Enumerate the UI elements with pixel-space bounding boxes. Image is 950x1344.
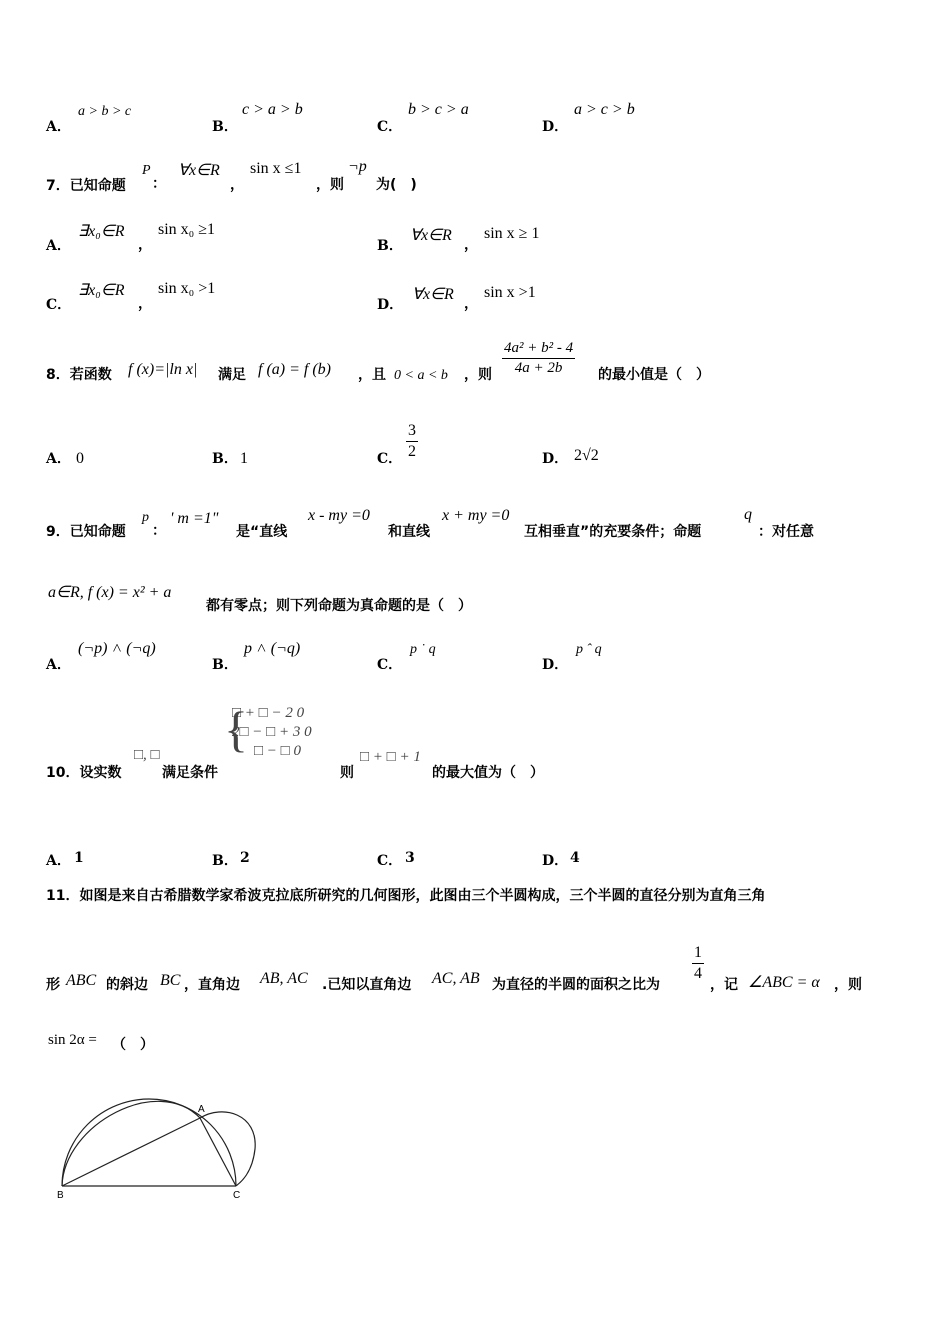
q9-line2-text: 都有零点；则下列命题为真命题的是（ ） — [206, 598, 472, 614]
q9-option-c-expr: p ˙ q — [410, 642, 436, 657]
q9-option-b-label: B． — [212, 657, 238, 673]
q10-objective: □ + □ + 1 — [360, 749, 421, 765]
q9-q: q — [744, 506, 752, 523]
q7-comma2: ，则 — [316, 177, 344, 193]
q7-forall: ∀x∈R — [178, 162, 220, 179]
q11-ask-expr: sin 2α = — [48, 1032, 97, 1048]
q6-option-c-expr: b > c > a — [408, 101, 469, 118]
q7-stem — [46, 158, 466, 194]
q7-option-a-ineq: sin x₀ ≥1 — [158, 221, 216, 238]
q11-stem-line1: 11．如图是来自古希腊数学家希波克拉底所研究的几何图形，此图由三个半圆构成，三个半圆的直径分别为直角三角 — [46, 888, 766, 904]
q7-option-c-ineq: sin x₀ >1 — [158, 280, 216, 297]
q7-option-b-ineq: sin x ≥ 1 — [484, 225, 540, 242]
q8-option-a-label: A． — [46, 451, 71, 467]
q11-text-a: 形 — [46, 977, 60, 993]
q10-option-a-label: A． — [46, 853, 71, 869]
q8-option-c-label: C． — [377, 451, 403, 467]
q9-text-4: ：对任意 — [758, 524, 814, 540]
semicircle-ab — [62, 1101, 200, 1186]
q10-text-1: 满足条件 — [162, 765, 218, 781]
q9-option-d-expr: p ˆ q — [576, 642, 602, 657]
q10-option-c-label: C． — [377, 853, 403, 869]
q6-options — [46, 100, 666, 140]
q11-abac: AB, AC — [260, 970, 308, 987]
q7-option-a-label: A． — [46, 238, 71, 254]
q7-option-c-sep: ， — [138, 296, 152, 312]
q7-option-b-label: B． — [377, 238, 403, 254]
q11-acab: AC, AB — [432, 970, 480, 987]
q9-stem-pre: 9．已知命题 — [46, 524, 126, 540]
q8-option-b-val: 1 — [240, 450, 248, 467]
q8-func: f (x)=|ln x| — [128, 361, 198, 378]
q10-constraint-3: □ − □ 0 — [254, 743, 301, 759]
q11-text-e: 为直径的半圆的面积之比为 — [492, 977, 660, 993]
q10-system-brace: { — [224, 701, 248, 757]
q6-option-a-label: A． — [46, 119, 71, 135]
q7-colon: ： — [152, 176, 166, 192]
q11-ask-tail: （ ） — [112, 1037, 154, 1053]
q7-option-b-sep: ， — [464, 237, 478, 253]
q10-system — [232, 704, 312, 761]
q8-mid2: ，且 — [358, 367, 386, 383]
figure-label-c: C — [233, 1190, 241, 1201]
q10-option-d-label: D． — [542, 853, 569, 869]
q7-options — [46, 218, 606, 318]
q9-options — [46, 636, 646, 676]
q8-mid1: 满足 — [218, 367, 246, 383]
q8-option-d-val: 2√2 — [574, 447, 599, 464]
q6-option-b-expr: c > a > b — [242, 101, 303, 118]
q10-option-d-val: 4 — [570, 850, 580, 866]
q10-stem-pre: 10．设实数 — [46, 765, 122, 781]
q9-m-eq-1: ' m =1" — [170, 510, 219, 527]
q10-stem — [46, 701, 606, 784]
q9-text-3: 互相垂直”的充要条件；命题 — [524, 524, 702, 540]
q7-option-d-sep: ， — [464, 296, 478, 312]
q11-text-g: ，则 — [834, 977, 862, 993]
q8-stem-pre: 8．若函数 — [46, 367, 112, 383]
q6-option-a-expr: a > b > c — [78, 104, 132, 119]
q9-option-b-expr: p ˄ (¬q) — [244, 640, 301, 657]
q11-figure — [48, 1084, 272, 1204]
q6-option-d-expr: a > c > b — [574, 101, 635, 118]
q7-p: P — [142, 163, 151, 178]
segment-ab — [62, 1118, 200, 1186]
q9-text-1: 是“直线 — [236, 524, 288, 540]
q8-stem-post: 的最小值是（ ） — [598, 367, 710, 383]
q10-option-b-label: B． — [212, 853, 238, 869]
q7-stem-post: 为( ) — [376, 177, 417, 193]
q9-option-a-expr: (¬p) ˄ (¬q) — [78, 640, 156, 657]
q11-fraction-num: 1 — [692, 944, 704, 964]
q11-ask — [46, 1030, 246, 1056]
q9-stem — [46, 504, 846, 542]
q10-option-a-val: 1 — [74, 850, 84, 866]
q11-text-c: ，直角边 — [184, 977, 240, 993]
q10-option-b-val: 2 — [240, 850, 250, 866]
q8-eq: f (a) = f (b) — [258, 361, 331, 378]
q8-fraction-den: 4a + 2b — [514, 360, 563, 376]
figure-label-b: B — [57, 1190, 64, 1201]
q7-option-c-label: C． — [46, 297, 72, 313]
q8-option-c-den: 2 — [408, 443, 416, 460]
q9-line1: x - my =0 — [308, 507, 370, 524]
q6-option-d-label: D． — [542, 119, 569, 135]
figure-label-a: A — [198, 1104, 205, 1115]
q6-option-b-label: B． — [212, 119, 238, 135]
q7-option-b-quant: ∀x∈R — [410, 227, 452, 244]
q7-sin-le: sin x ≤1 — [250, 160, 302, 177]
q8-option-c-fraction — [406, 422, 418, 461]
q7-option-c-quant: ∃x₀∈R — [78, 282, 125, 299]
q8-stem — [46, 338, 746, 394]
q7-option-d-quant: ∀x∈R — [412, 286, 454, 303]
q9-text-2: 和直线 — [388, 524, 430, 540]
q9-colon: ： — [152, 523, 166, 539]
q7-negp: ¬p — [348, 158, 367, 175]
q8-option-b-label: B． — [212, 451, 238, 467]
q8-option-d-label: D． — [542, 451, 569, 467]
q7-comma1: ， — [230, 177, 244, 193]
q7-stem-pre: 7．已知命题 — [46, 178, 126, 194]
q11-abc: ABC — [66, 972, 97, 989]
q10-options — [46, 850, 646, 874]
q10-constraint-2: 2□ − □ + 3 0 — [232, 724, 312, 740]
q10-option-c-val: 3 — [405, 850, 415, 866]
q8-mid3: ，则 — [464, 367, 492, 383]
q7-option-a-sep: ， — [138, 237, 152, 253]
q7-option-d-ineq: sin x >1 — [484, 284, 536, 301]
q11-fraction-den: 4 — [694, 965, 702, 982]
q10-text-2: 则 — [340, 765, 354, 781]
q11-text-b: 的斜边 — [106, 977, 148, 993]
q8-cond: 0 < a < b — [394, 368, 448, 383]
q11-fraction — [692, 944, 704, 983]
q11-text-d: .已知以直角边 — [322, 977, 412, 993]
q6-option-c-label: C． — [377, 119, 403, 135]
q11-stem-line2 — [46, 940, 906, 996]
q9-option-a-label: A． — [46, 657, 71, 673]
q7-option-a-quant: ∃x₀∈R — [78, 223, 125, 240]
q9-line2: x + my =0 — [442, 507, 510, 524]
q9-stem-line2 — [46, 578, 606, 614]
q8-options — [46, 420, 646, 472]
q10-constraint-1: □ + □ − 2 0 — [232, 705, 305, 721]
q9-option-c-label: C． — [377, 657, 403, 673]
q10-vars: □, □ — [134, 747, 160, 763]
q8-fraction-num: 4a² + b² - 4 — [502, 340, 575, 359]
q7-option-d-label: D． — [377, 297, 404, 313]
q9-p: p — [142, 510, 149, 525]
q9-option-d-label: D． — [542, 657, 569, 673]
segment-ac — [200, 1118, 236, 1186]
q11-bc: BC — [160, 972, 181, 989]
q10-text-3: 的最大值为（ ） — [432, 765, 544, 781]
q11-text-f: ，记 — [710, 977, 738, 993]
q8-fraction — [502, 340, 575, 377]
q9-line2-expr: a∈R, f (x) = x² + a — [48, 584, 172, 601]
q8-option-c-num: 3 — [406, 422, 418, 442]
q11-angle: ∠ABC = α — [748, 974, 820, 991]
q8-option-a-val: 0 — [76, 450, 84, 467]
